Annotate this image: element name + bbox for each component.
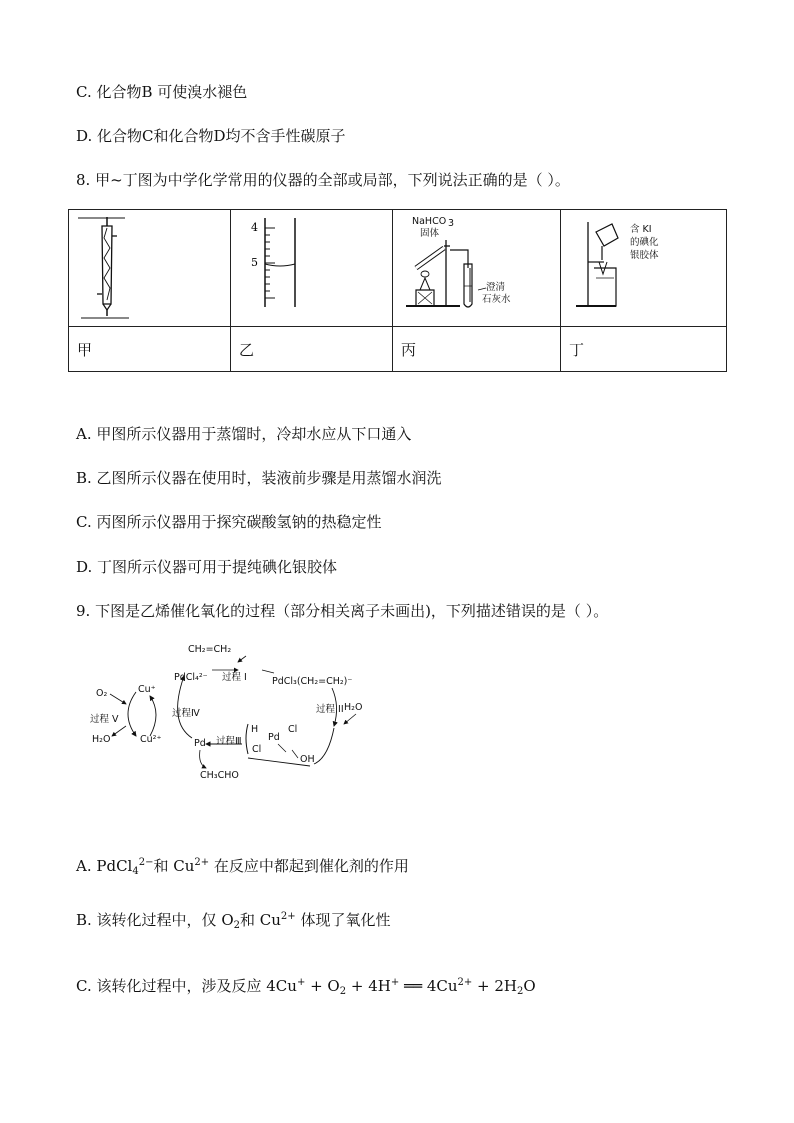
q8-option-d: D. 丁图所示仪器可用于提纯碘化银胶体 — [76, 558, 338, 576]
complex-pd: Pd — [268, 732, 280, 743]
q9-option-c: C. 该转化过程中，涉及反应 $4Cu^+ + O_2 + 4H^+$ ══ $4Cu^{2+} + 2H_2O$ — [76, 977, 536, 997]
burette-tick-5: 5 — [250, 256, 258, 269]
svg-text:3: 3 — [447, 218, 454, 229]
acetaldehyde-label: CH₃CHO — [200, 770, 239, 781]
heating-setup-figure — [393, 210, 561, 327]
process-4-label: 过程Ⅳ — [172, 708, 200, 719]
process-1-label: 过程 I — [222, 672, 247, 683]
dialysis-figure — [561, 210, 727, 327]
question-8-stem: 8. 甲~丁图为中学化学常用的仪器的全部或局部，下列说法正确的是（ ）。 — [76, 171, 570, 189]
oxygen-label: O₂ — [96, 688, 108, 699]
label-yi: 乙 — [231, 327, 393, 372]
solid-label: 固体 — [419, 228, 439, 239]
water-out-label: H₂O — [92, 734, 111, 745]
ethylene-label: CH₂=CH₂ — [188, 644, 232, 655]
complex-cl-1: Cl — [288, 724, 298, 735]
process-3-label: 过程Ⅲ — [216, 736, 242, 747]
pdcl3-label: PdCl₃(CH₂=CH₂)⁻ — [272, 676, 353, 687]
apparatus-table — [68, 209, 727, 372]
condenser-figure — [69, 210, 231, 327]
complex-cl-2: Cl — [252, 744, 262, 755]
nahco3-label: NaHCO — [411, 216, 446, 227]
catalytic-cycle-diagram — [88, 640, 388, 786]
cu-plus-label: Cu⁺ — [138, 684, 156, 695]
option-d-previous: D. 化合物C和化合物D均不含手性碳原子 — [76, 127, 346, 145]
q9-option-b: B. 该转化过程中，仅 $O_2$和 $Cu^{2+}$ 体现了氧化性 — [76, 911, 391, 931]
burette-tick-4: 4 — [250, 221, 258, 234]
pdcl4-label: PdCl₄²⁻ — [174, 672, 208, 683]
complex-h: H — [251, 724, 259, 735]
burette-figure — [231, 210, 393, 327]
process-2-label: 过程 II — [316, 704, 344, 715]
label-jia: 甲 — [69, 327, 231, 372]
label-ding: 丁 — [561, 327, 727, 372]
pd-label: Pd — [194, 738, 206, 749]
complex-oh: OH — [300, 754, 315, 765]
colloid-label-3: 银胶体 — [629, 250, 659, 261]
label-bing: 丙 — [393, 327, 561, 372]
limewater-label-2: 石灰水 — [481, 294, 511, 305]
colloid-label-2: 的碘化 — [629, 237, 659, 248]
option-c-previous: C. 化合物B 可使溴水褪色 — [76, 83, 248, 101]
water-in-label: H₂O — [344, 702, 363, 713]
cu2-plus-label: Cu²⁺ — [140, 734, 162, 745]
q9-option-a: A. PdCl$_4^{2-}$和 $Cu^{2+}$ 在反应中都起到催化剂的作用 — [76, 857, 409, 877]
question-9-stem: 9. 下图是乙烯催化氧化的过程（部分相关离子未画出)，下列描述错误的是（ ）。 — [76, 602, 609, 620]
q8-option-b: B. 乙图所示仪器在使用时，装液前步骤是用蒸馏水润洗 — [76, 469, 442, 487]
limewater-label-1: 澄清 — [485, 282, 505, 293]
q8-option-c: C. 丙图所示仪器用于探究碳酸氢钠的热稳定性 — [76, 513, 382, 531]
colloid-label-1: 含 KI — [629, 224, 652, 235]
process-5-label: 过程 V — [90, 714, 119, 725]
q8-option-a: A. 甲图所示仪器用于蒸馏时，冷却水应从下口通入 — [76, 425, 412, 443]
